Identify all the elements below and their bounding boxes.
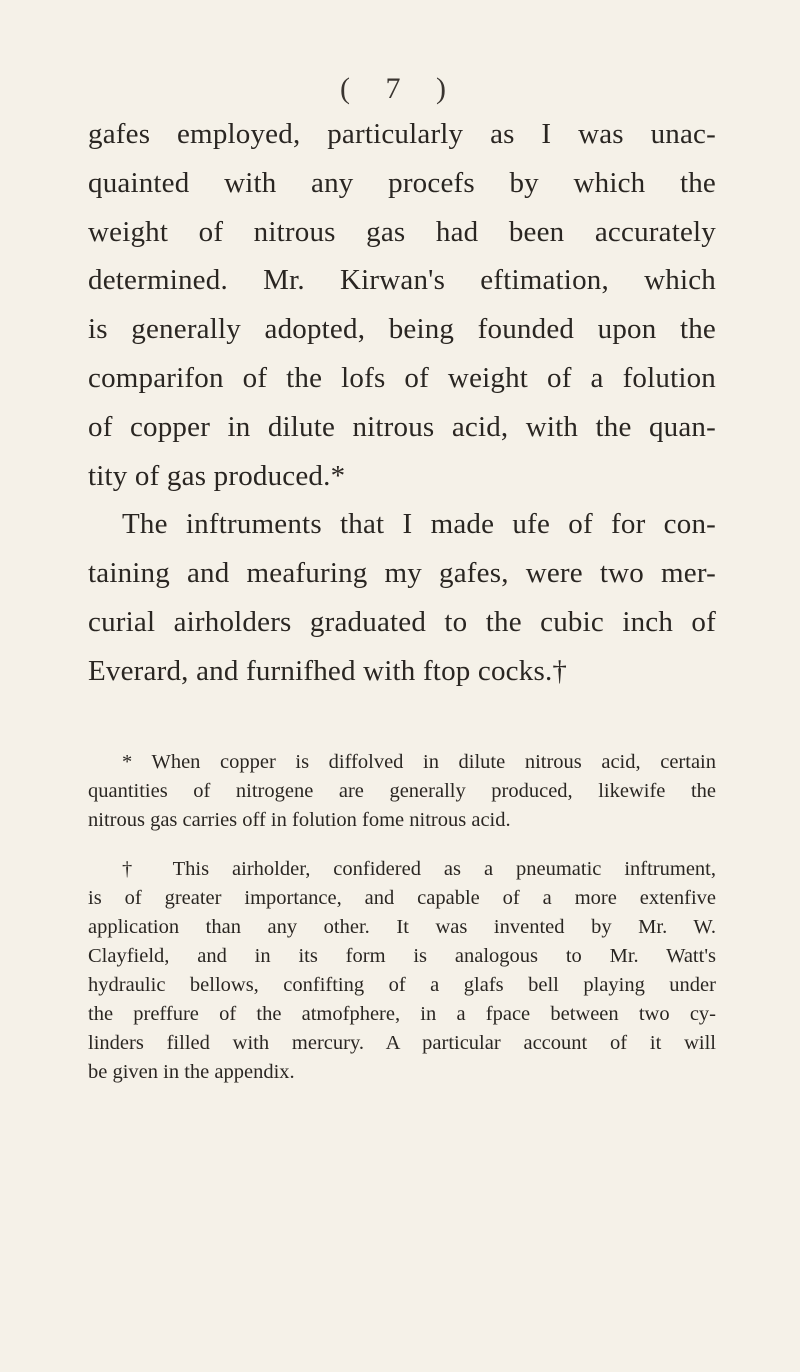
- text-line: weight of nitrous gas had been accurately: [88, 215, 716, 248]
- footnote-line: hydraulic bellows, confifting of a glafs bell playing under: [88, 974, 716, 996]
- text-line: comparifon of the lofs of weight of a folution: [88, 361, 716, 394]
- footnote-airholder: [88, 855, 716, 1087]
- text-line: The inftruments that I made ufe of for con-: [122, 508, 716, 541]
- text-line: Everard, and furnifhed with ftop cocks.†: [88, 654, 568, 687]
- main-text: [88, 110, 716, 696]
- footnote-line: be given in the appendix.: [88, 1061, 295, 1083]
- text-line: tity of gas produced.*: [88, 459, 346, 492]
- footnote-line: * When copper is diffolved in dilute nitrous acid, certain: [122, 751, 716, 773]
- text-line: of copper in dilute nitrous acid, with the quan-: [88, 410, 716, 443]
- text-line: gafes employed, particularly as I was unac-: [88, 118, 716, 150]
- footnote-line: nitrous gas carries off in folution fome nitrous acid.: [88, 809, 511, 831]
- footnotes: [88, 748, 716, 1087]
- footnote-line: application than any other. It was invented by Mr. W.: [88, 916, 716, 938]
- footnote-line: quantities of nitrogene are generally produced, likewife the: [88, 780, 716, 802]
- footnote-line: † This airholder, confidered as a pneumatic inftrument,: [122, 858, 716, 880]
- footnote-line: Clayfield, and in its form is analogous to Mr. Watt's: [88, 945, 716, 967]
- text-line: determined. Mr. Kirwan's eftimation, which: [88, 264, 716, 297]
- page-number: ( 7 ): [340, 72, 460, 105]
- text-line: taining and meafuring my gafes, were two mer-: [88, 557, 716, 590]
- text-line: curial airholders graduated to the cubic inch of: [88, 605, 716, 638]
- footnote-line: the preffure of the atmofphere, in a fpace between two cy-: [88, 1003, 716, 1025]
- text-line: is generally adopted, being founded upon the: [88, 313, 716, 346]
- text-line: quainted with any procefs by which the: [88, 166, 716, 199]
- footnote-copper: [88, 748, 716, 835]
- footnote-line: is of greater importance, and capable of a more extenfive: [88, 887, 716, 909]
- footnote-line: linders filled with mercury. A particular account of it will: [88, 1032, 716, 1054]
